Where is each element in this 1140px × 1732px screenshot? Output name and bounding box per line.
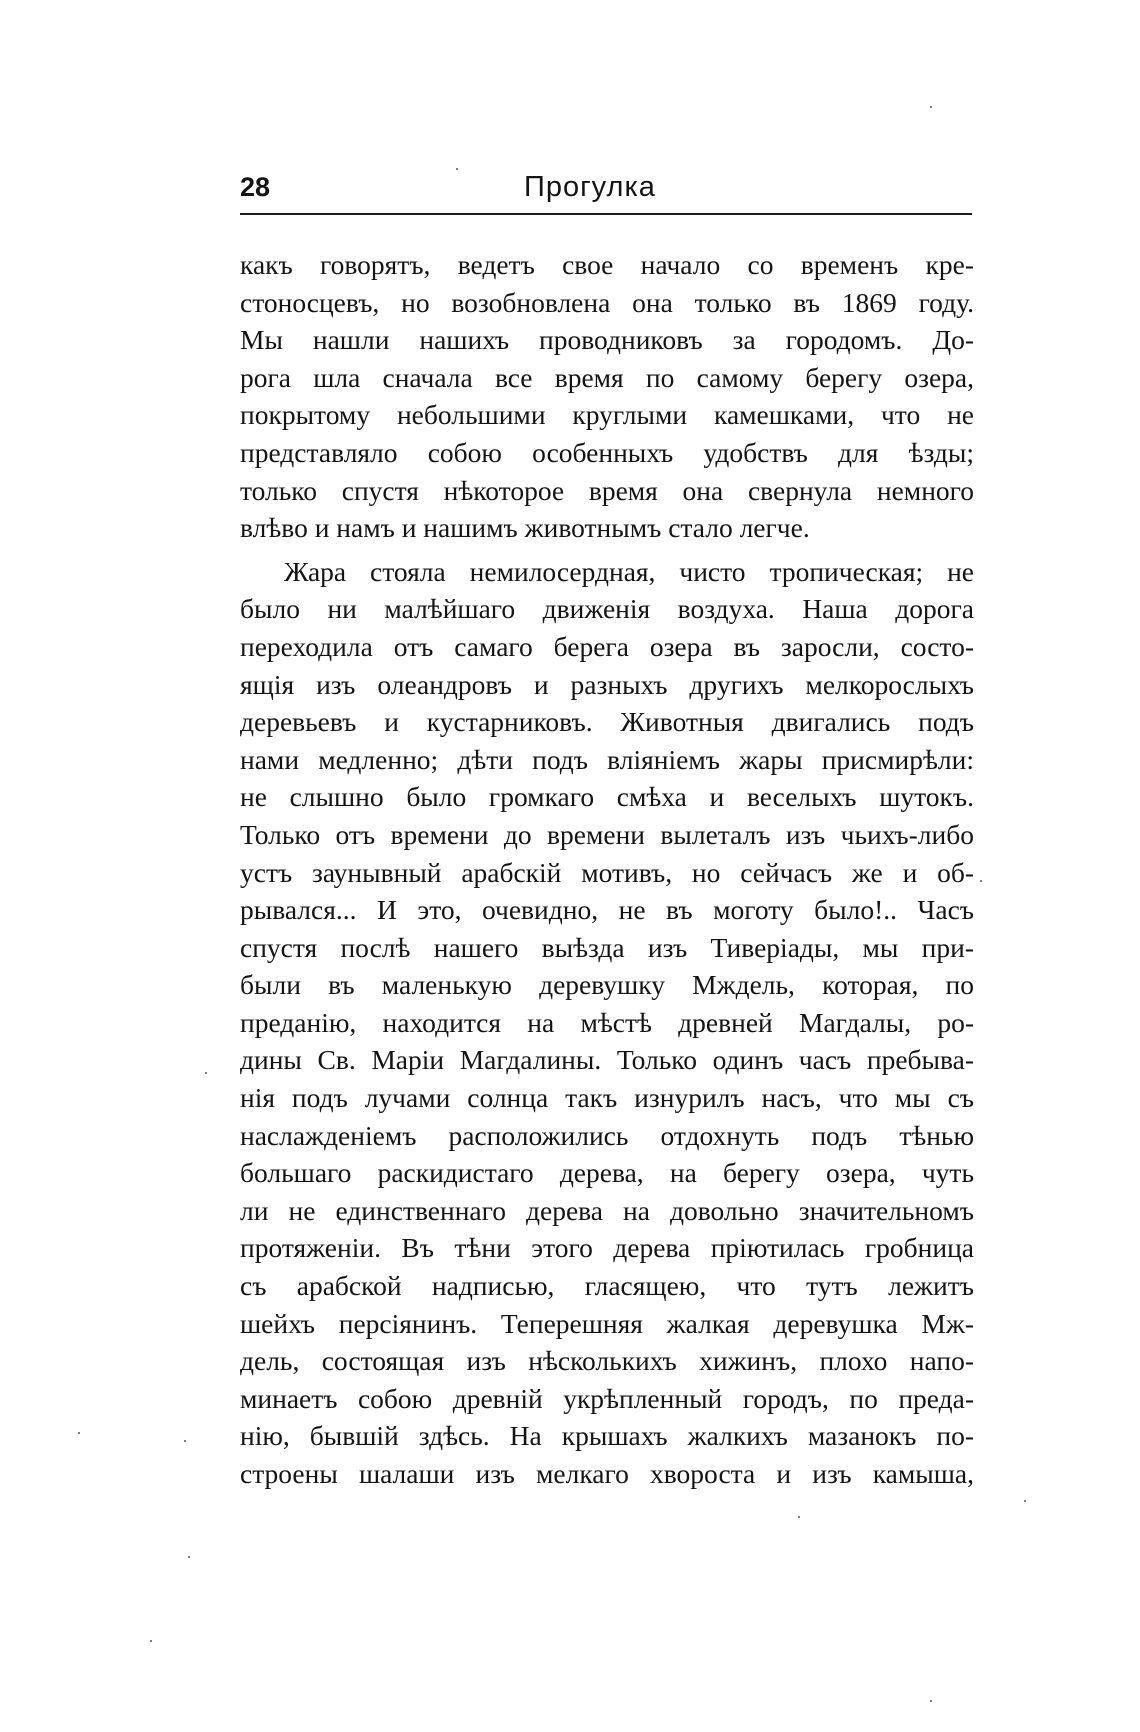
text-line: нію, бывшій здѣсь. На крышахъ жалкихъ мазанокъ по- <box>240 1420 974 1452</box>
text-line: минаетъ собою древній укрѣпленный городъ, по преда- <box>240 1382 974 1414</box>
page-number: 28 <box>240 172 271 202</box>
scan-speck <box>930 106 932 108</box>
text-line: нія подъ лучами солнца такъ изнурилъ насъ, что мы съ <box>240 1082 974 1114</box>
text-line: влѣво и намъ и нашимъ животнымъ стало легче. <box>240 512 810 544</box>
text-line: дины Св. Маріи Магдалины. Только одинъ часъ пребыва- <box>240 1044 974 1076</box>
text-line: нами медленно; дѣти подъ вліяніемъ жары присмирѣли: <box>240 743 974 775</box>
text-line: стоносцевъ, но возобновлена она только въ 1869 году. <box>240 286 974 318</box>
text-line: не слышно было громкаго смѣха и веселыхъ шутокъ. <box>240 781 974 813</box>
text-line: Только отъ времени до времени вылеталъ изъ чьихъ-либо <box>240 818 974 850</box>
scan-speck <box>930 1700 932 1702</box>
text-line: какъ говорятъ, ведетъ свое начало со временъ кре- <box>240 249 974 280</box>
page-header <box>240 168 972 216</box>
text-line: ящія изъ олеандровъ и разныхъ другихъ мелкорослыхъ <box>240 668 974 700</box>
scan-speck <box>980 880 982 882</box>
text-line: съ арабской надписью, гласящею, что тутъ лежитъ <box>240 1270 974 1302</box>
text-line: были въ маленькую деревушку Мждель, которая, по <box>240 969 974 1001</box>
running-title: Прогулка <box>524 171 656 203</box>
scan-speck <box>1024 1500 1026 1502</box>
text-line: большаго раскидистаго дерева, на берегу озера, чуть <box>240 1157 974 1189</box>
text-line: наслажденіемъ расположились отдохнуть подъ тѣнью <box>240 1119 974 1151</box>
body-text <box>240 246 974 1493</box>
scan-speck <box>456 168 458 170</box>
text-line: переходила отъ самаго берега озера въ заросли, состо- <box>240 630 974 662</box>
text-line: преданію, находится на мѣстѣ древней Магдалы, ро- <box>240 1006 974 1038</box>
scan-speck <box>150 1640 152 1642</box>
text-line: шейхъ персіянинъ. Теперешняя жалкая деревушка Мж- <box>240 1307 974 1339</box>
scan-speck <box>78 1432 80 1434</box>
paragraph-1 <box>240 246 974 547</box>
text-line: представляло собою особенныхъ удобствъ для ѣзды; <box>240 436 974 468</box>
text-line: дель, состоящая изъ нѣсколькихъ хижинъ, плохо напо- <box>240 1345 974 1377</box>
text-line: строены шалаши изъ мелкаго хвороста и изъ камыша, <box>240 1458 974 1489</box>
text-line: покрытому небольшими круглыми камешками, что не <box>240 399 974 431</box>
text-line: устъ заунывный арабскій мотивъ, но сейчасъ же и об- <box>240 856 974 888</box>
text-line: было ни малѣйшаго движенія воздуха. Наша дорога <box>240 593 974 625</box>
scan-speck <box>184 1440 186 1442</box>
text-line: рога шла сначала все время по самому берегу озера, <box>240 361 974 393</box>
text-line: Мы нашли нашихъ проводниковъ за городомъ. До- <box>240 324 974 356</box>
text-line: деревьевъ и кустарниковъ. Животныя двигались подъ <box>240 706 974 738</box>
text-line: спустя послѣ нашего выѣзда изъ Тиверіады, мы при- <box>240 931 974 963</box>
paragraph-2 <box>240 553 974 1493</box>
text-line: протяженіи. Въ тѣни этого дерева пріютилась гробница <box>240 1232 974 1264</box>
header-rule <box>240 213 972 215</box>
scan-speck <box>798 1516 800 1518</box>
text-line: ли не единственнаго дерева на довольно значительномъ <box>240 1194 974 1226</box>
text-line: рывался... И это, очевидно, не въ моготу было!.. Часъ <box>240 894 974 926</box>
scan-speck <box>205 1072 207 1074</box>
text-line: Жара стояла немилосердная, чисто тропическая; не <box>284 555 974 587</box>
text-line: только спустя нѣкоторое время она свернула немного <box>240 474 974 506</box>
scan-speck <box>188 1556 190 1558</box>
